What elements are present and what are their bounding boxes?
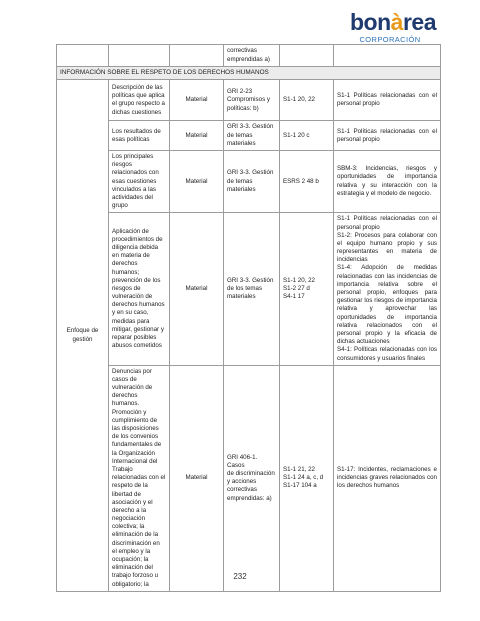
report-section-cell: SBM-3: Incidencias, riesgos y oportunidades de importancia relativa y su interacción con la estrategia y el modelo de negocio. (334, 151, 441, 213)
topic-cell: Descripción de las políticas que aplica el grupo respecto a dichas cuestiones (109, 80, 170, 121)
materiality-cell: Material (170, 80, 224, 121)
logo-wordmark: bonàrea (350, 9, 436, 35)
materiality-cell: Material (170, 213, 224, 365)
topic-cell: Aplicación de procedimientos de diligencia debida en materia de derechos humanos; prevención de los riesgos de vulneración de derechos humanos y en su caso, medidas para mitigar, gestionar y reparar posibles abusos cometidos (109, 213, 170, 365)
esrs-reference-cell: S1-1 20 c (280, 121, 334, 151)
gri-standard-cell: GRI 3-3. Gestión de los temas materiales (224, 213, 280, 365)
approach-label: Enfoque de gestión (57, 80, 109, 591)
materiality-cell: Material (170, 121, 224, 151)
esrs-reference-cell: ESRS 2 48 b (280, 151, 334, 213)
gri-standard-cell: GRI 3-3. Gestión de temas materiales (224, 121, 280, 151)
empty-cell (334, 45, 441, 67)
esrs-reference-cell: S1-1 20, 22 (280, 80, 334, 121)
table-row-continuation (57, 45, 441, 67)
gri-standard-cell: correctivas emprendidas a) (224, 45, 280, 67)
logo-subtitle: CORPORACIÓN (359, 35, 421, 44)
topic-cell: Denuncias por casos de vulneración de derechos humanos. Promoción y cumplimiento de las disposiciones de los convenios fundamentales de la Organización Internacional del Trabajo relacionadas con el respeto de la libertad de asociación y el derecho a la negociación colectiva; la eliminación de la discriminación en el empleo y la ocupación; la eliminación del trabajo forzoso u obligatorio; la (109, 365, 170, 591)
empty-cell (170, 45, 224, 67)
page-number: 232 (233, 572, 247, 581)
gri-standard-cell: GRI 406-1. Casos de discriminación y acciones correctivas emprendidas: a) (224, 365, 280, 591)
esrs-reference-cell: S1-1 21, 22 S1-1 24 a, c, d S1-17 104 a (280, 365, 334, 591)
topic-cell: Los principales riesgos relacionados con esas cuestiones vinculados a las actividades del grupo (109, 151, 170, 213)
table-row (57, 365, 441, 591)
gri-standard-cell: GRI 3-3. Gestión de temas materiales (224, 151, 280, 213)
table-row (57, 213, 441, 365)
empty-cell (280, 45, 334, 67)
report-section-cell: S1-1 Políticas relacionadas con el personal propio (334, 121, 441, 151)
report-section-cell: S1-1 Políticas relacionadas con el personal propio (334, 80, 441, 121)
table-row (57, 151, 441, 213)
section-header-row (57, 67, 441, 80)
empty-cell (109, 45, 170, 67)
table-row (57, 80, 441, 121)
materiality-cell: Material (170, 365, 224, 591)
gri-standard-cell: GRI 2-23 Compromisos y políticas: b) (224, 80, 280, 121)
esrs-reference-cell: S1-1 20, 22 S1-2 27 d S4-1 17 (280, 213, 334, 365)
empty-cell (57, 45, 109, 67)
topic-cell: Los resultados de esas políticas (109, 121, 170, 151)
section-title: INFORMACIÓN SOBRE EL RESPETO DE LOS DERECHOS HUMANOS (57, 67, 441, 80)
report-section-cell: S1-17: Incidentes, reclamaciones e incidencias graves relacionados con los derechos humanos (334, 365, 441, 591)
materiality-cell: Material (170, 151, 224, 213)
table-row (57, 121, 441, 151)
gri-index-table (56, 44, 441, 592)
bonarea-logo (350, 9, 436, 44)
report-section-cell: S1-1 Políticas relacionadas con el personal propio S1-2: Procesos para colaborar con el equipo humano propio y sus representantes en materia de incidencias S1-4: Adopción de medidas relacionadas con las incidencias de importancia relativa sobre el personal propio, enfoques para gestionar los riesgos de importancia relativa y aprovechar las oportunidades de importancia relativa relacionados con el personal propio y la eficacia de dichas actuaciones S4-1: Políticas relacionadas con los consumidores y usuarios finales (334, 213, 441, 365)
